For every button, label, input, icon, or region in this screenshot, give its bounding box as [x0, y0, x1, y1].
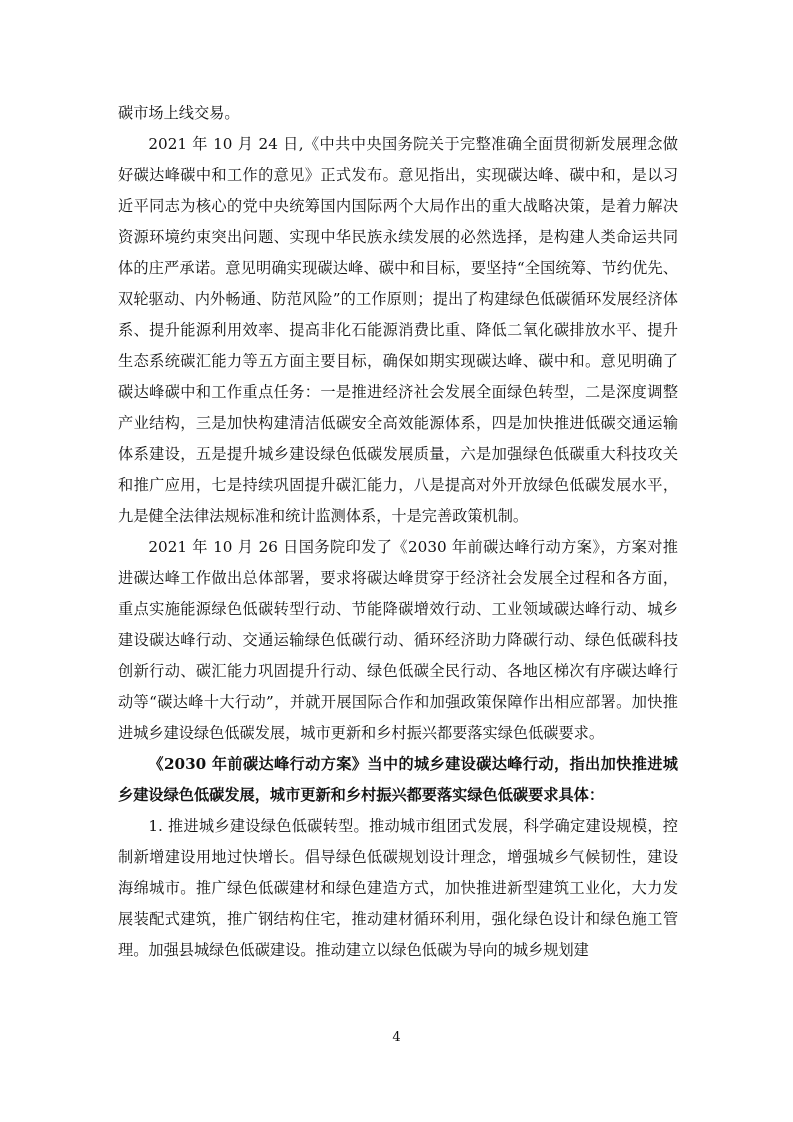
paragraph-item-1: 1. 推进城乡建设绿色低碳转型。推动城市组团式发展，科学确定建设规模，控制新增建设用地过快增长。倡导绿色低碳规划设计理念，增强城乡气候韧性，建设海绵城市。推广绿色低碳建材和绿色建造方式，加快推进新型建筑工业化，大力发展装配式建筑，推广钢结构住宅，推动建材循环利用，强化绿色设计和绿色施工管理。加强县城绿色低碳建设。推动建立以绿色低碳为导向的城乡规划建 — [118, 817, 678, 959]
paragraph-bold-heading: 《2030 年前碳达峰行动方案》当中的城乡建设碳达峰行动，指出加快推进城乡建设绿色低碳发展，城市更新和乡村振兴都要落实绿色低碳要求具体： — [118, 755, 678, 804]
paragraph-action-plan: 2021 年 10 月 26 日国务院印发了《2030 年前碳达峰行动方案》，方案对推进碳达峰工作做出总体部署，要求将碳达峰贯穿于经济社会发展全过程和各方面，重点实施能源绿色低碳转型行动、节能降碳增效行动、工业领域碳达峰行动、城乡建设碳达峰行动、交通运输绿色低碳行动、循环经济助力降碳行动、绿色低碳科技创新行动、碳汇能力巩固提升行动、绿色低碳全民行动、各地区梯次有序碳达峰行动等“碳达峰十大行动”，并就开展国际合作和加强政策保障作出相应部署。加快推进城乡建设绿色低碳发展，城市更新和乡村振兴都要落实绿色低碳要求。 — [118, 538, 678, 742]
paragraph-continuation: 碳市场上线交易。 — [118, 104, 240, 122]
paragraph-opinion-release: 2021 年 10 月 24 日,《中共中央国务院关于完整准确全面贯彻新发展理念做好碳达峰碳中和工作的意见》正式发布。意见指出，实现碳达峰、碳中和，是以习近平同志为核心的党中央统筹国内国际两个大局作出的重大战略决策，是着力解决资源环境约束突出问题、实现中华民族永续发展的必然选择，是构建人类命运共同体的庄严承诺。意见明确实现碳达峰、碳中和目标，要坚持“全国统筹、节约优先、双轮驱动、内外畅通、防范风险”的工作原则；提出了构建绿色低碳循环发展经济体系、提升能源利用效率、提高非化石能源消费比重、降低二氧化碳排放水平、提升生态系统碳汇能力等五方面主要目标，确保如期实现碳达峰、碳中和。意见明确了碳达峰碳中和工作重点任务：一是推进经济社会发展全面绿色转型，二是深度调整产业结构，三是加快构建清洁低碳安全高效能源体系，四是加快推进低碳交通运输体系建设，五是提升城乡建设绿色低碳发展质量，六是加强绿色低碳重大科技攻关和推广应用，七是持续巩固提升碳汇能力，八是提高对外开放绿色低碳发展水平，九是健全法律法规标准和统计监测体系，十是完善政策机制。 — [118, 135, 678, 525]
body-text — [118, 98, 678, 966]
page-number: 4 — [392, 1030, 401, 1045]
